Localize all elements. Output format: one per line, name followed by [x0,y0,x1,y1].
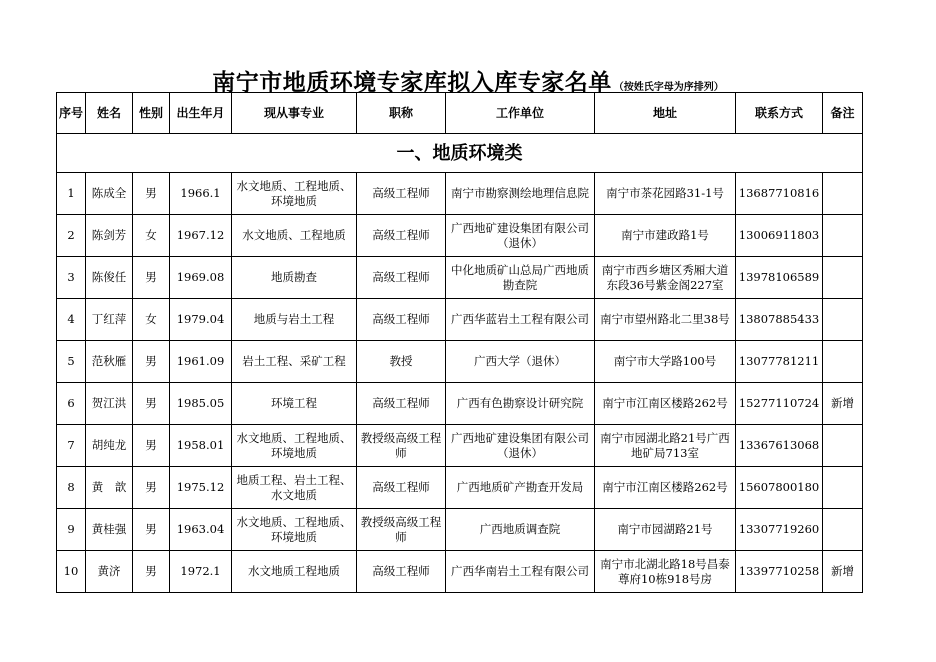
cell-remark [823,467,863,509]
cell-remark [823,425,863,467]
column-header-birth: 出生年月 [170,93,232,134]
cell-birth: 1967.12 [170,215,232,257]
cell-address: 南宁市望州路北二里38号 [595,299,736,341]
cell-major: 水文地质、工程地质、环境地质 [232,173,357,215]
cell-birth: 1961.09 [170,341,232,383]
header-row [57,93,863,134]
cell-gender: 女 [133,299,170,341]
cell-employer: 广西地质调查院 [446,509,595,551]
cell-major: 水文地质、工程地质、环境地质 [232,425,357,467]
cell-gender: 男 [133,425,170,467]
cell-title: 教授级高级工程师 [357,425,446,467]
cell-remark [823,299,863,341]
cell-birth: 1958.01 [170,425,232,467]
cell-contact: 13978106589 [736,257,823,299]
column-header-name: 姓名 [86,93,133,134]
cell-contact: 13397710258 [736,551,823,593]
cell-address: 南宁市园湖北路21号广西地矿局713室 [595,425,736,467]
cell-employer: 广西地质矿产勘查开发局 [446,467,595,509]
column-header-remark: 备注 [823,93,863,134]
cell-seq: 6 [57,383,86,425]
cell-address: 南宁市园湖路21号 [595,509,736,551]
cell-gender: 男 [133,173,170,215]
cell-title: 高级工程师 [357,257,446,299]
cell-contact: 13687710816 [736,173,823,215]
cell-birth: 1985.05 [170,383,232,425]
cell-name: 黄 歆 [86,467,133,509]
cell-gender: 男 [133,551,170,593]
cell-employer: 广西华南岩土工程有限公司 [446,551,595,593]
cell-seq: 9 [57,509,86,551]
cell-title: 高级工程师 [357,467,446,509]
table-row [57,509,863,551]
cell-gender: 男 [133,341,170,383]
cell-gender: 男 [133,467,170,509]
column-header-contact: 联系方式 [736,93,823,134]
cell-address: 南宁市西乡塘区秀厢大道东段36号紫金阁227室 [595,257,736,299]
cell-title: 教授 [357,341,446,383]
cell-title: 教授级高级工程师 [357,509,446,551]
cell-name: 陈剑芳 [86,215,133,257]
cell-title: 高级工程师 [357,551,446,593]
cell-remark: 新增 [823,383,863,425]
cell-contact: 13006911803 [736,215,823,257]
cell-major: 地质工程、岩土工程、水文地质 [232,467,357,509]
cell-birth: 1972.1 [170,551,232,593]
section-title: 一、地质环境类 [57,134,863,173]
column-header-employer: 工作单位 [446,93,595,134]
cell-gender: 女 [133,215,170,257]
table-row [57,215,863,257]
cell-birth: 1979.04 [170,299,232,341]
table-row [57,173,863,215]
subtitle-text: （按姓氏字母为序排列） [613,82,724,93]
cell-remark [823,173,863,215]
expert-table [56,92,863,593]
cell-remark [823,341,863,383]
cell-employer: 南宁市勘察测绘地理信息院 [446,173,595,215]
cell-major: 水文地质工程地质 [232,551,357,593]
cell-name: 丁红萍 [86,299,133,341]
cell-address: 南宁市建政路1号 [595,215,736,257]
cell-seq: 3 [57,257,86,299]
table-row [57,467,863,509]
cell-contact: 13307719260 [736,509,823,551]
cell-seq: 8 [57,467,86,509]
cell-title: 高级工程师 [357,173,446,215]
cell-remark: 新增 [823,551,863,593]
table-row [57,257,863,299]
cell-seq: 1 [57,173,86,215]
cell-name: 范秋雁 [86,341,133,383]
cell-name: 黄济 [86,551,133,593]
table-body [57,134,863,593]
cell-remark [823,509,863,551]
cell-employer: 中化地质矿山总局广西地质勘查院 [446,257,595,299]
cell-name: 黄桂强 [86,509,133,551]
cell-name: 陈成全 [86,173,133,215]
cell-contact: 13367613068 [736,425,823,467]
cell-name: 陈俊任 [86,257,133,299]
cell-seq: 5 [57,341,86,383]
cell-major: 水文地质、工程地质 [232,215,357,257]
cell-remark [823,215,863,257]
cell-name: 胡纯龙 [86,425,133,467]
cell-major: 环境工程 [232,383,357,425]
table-row [57,551,863,593]
cell-address: 南宁市茶花园路31-1号 [595,173,736,215]
cell-title: 高级工程师 [357,215,446,257]
cell-employer: 广西华蓝岩土工程有限公司 [446,299,595,341]
cell-remark [823,257,863,299]
cell-employer: 广西大学（退休） [446,341,595,383]
cell-seq: 7 [57,425,86,467]
cell-address: 南宁市江南区楼路262号 [595,467,736,509]
table-row [57,299,863,341]
cell-gender: 男 [133,509,170,551]
cell-birth: 1975.12 [170,467,232,509]
cell-contact: 13807885433 [736,299,823,341]
cell-employer: 广西有色勘察设计研究院 [446,383,595,425]
cell-major: 岩土工程、采矿工程 [232,341,357,383]
cell-seq: 2 [57,215,86,257]
column-header-address: 地址 [595,93,736,134]
cell-birth: 1966.1 [170,173,232,215]
cell-contact: 15607800180 [736,467,823,509]
cell-major: 水文地质、工程地质、环境地质 [232,509,357,551]
cell-employer: 广西地矿建设集团有限公司（退休） [446,425,595,467]
cell-gender: 男 [133,383,170,425]
title-text: 南宁市地质环境专家库拟入库专家名单 [212,70,612,96]
cell-address: 南宁市北湖北路18号昌泰尊府10栋918号房 [595,551,736,593]
cell-birth: 1963.04 [170,509,232,551]
cell-major: 地质勘查 [232,257,357,299]
cell-gender: 男 [133,257,170,299]
cell-seq: 4 [57,299,86,341]
cell-seq: 10 [57,551,86,593]
cell-address: 南宁市江南区楼路262号 [595,383,736,425]
column-header-title: 职称 [357,93,446,134]
cell-birth: 1969.08 [170,257,232,299]
section-row [57,134,863,173]
cell-contact: 13077781211 [736,341,823,383]
cell-title: 高级工程师 [357,299,446,341]
cell-employer: 广西地矿建设集团有限公司（退休） [446,215,595,257]
cell-contact: 15277110724 [736,383,823,425]
table-row [57,425,863,467]
table-row [57,341,863,383]
column-header-gender: 性别 [133,93,170,134]
cell-name: 贺江洪 [86,383,133,425]
cell-address: 南宁市大学路100号 [595,341,736,383]
column-header-seq: 序号 [57,93,86,134]
column-header-major: 现从事专业 [232,93,357,134]
table-row [57,383,863,425]
cell-title: 高级工程师 [357,383,446,425]
cell-major: 地质与岩土工程 [232,299,357,341]
